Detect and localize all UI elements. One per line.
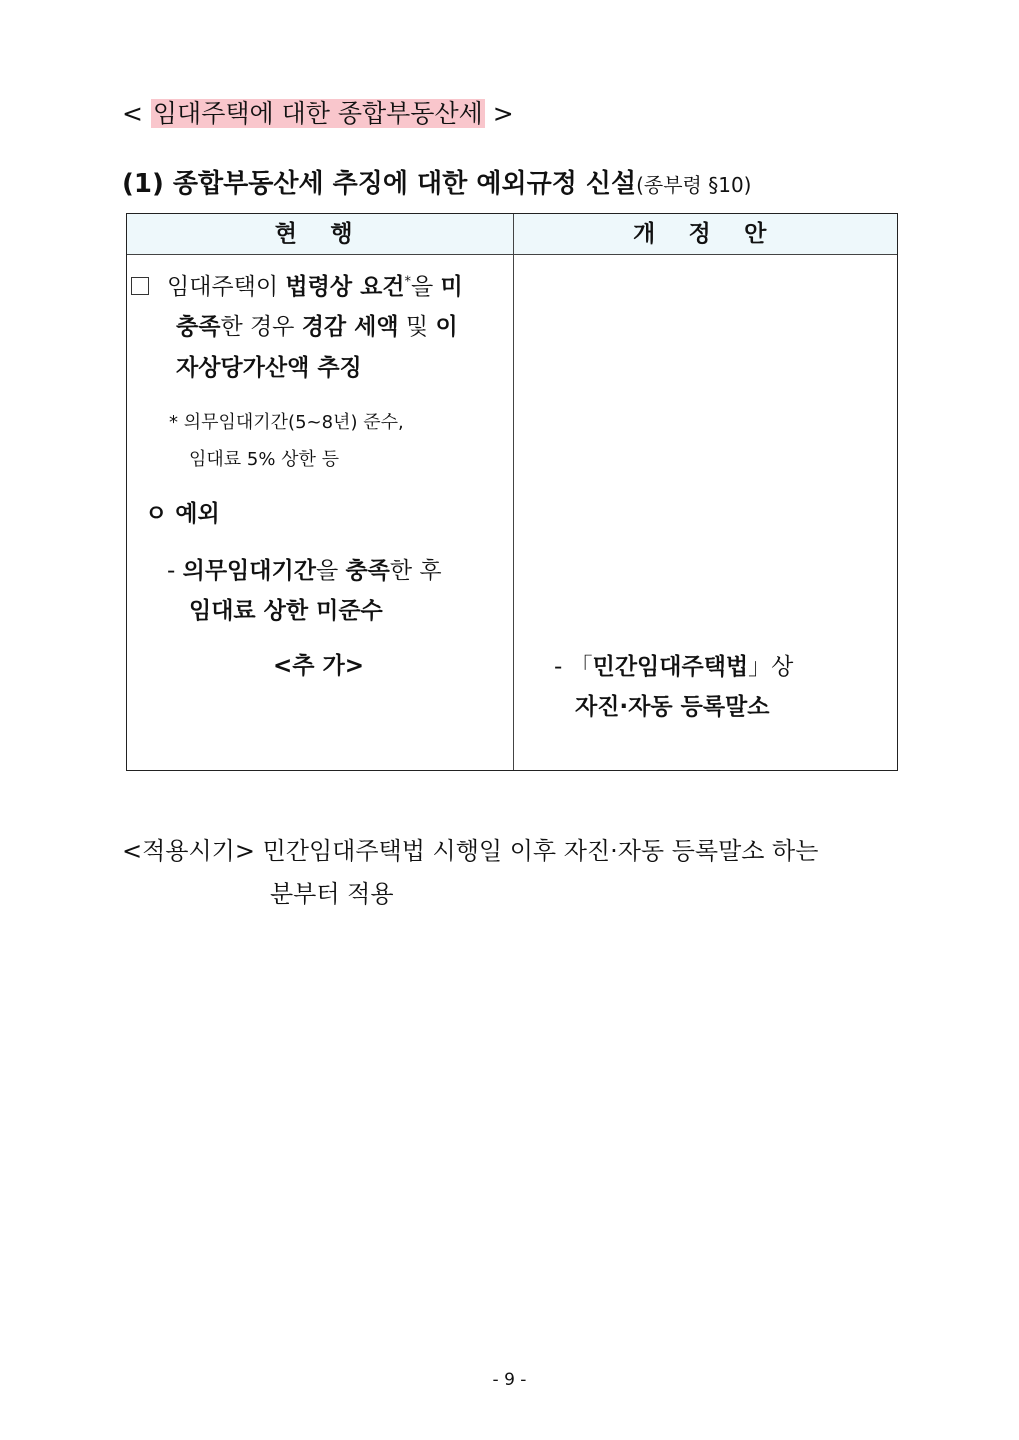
proposed-line2: 자진·자동 등록말소 <box>575 694 770 720</box>
header-current: 현 행 <box>274 221 366 247</box>
heading-close-bracket: > <box>492 99 514 128</box>
checkbox-square-icon <box>131 277 149 295</box>
heading-open-bracket: < <box>122 99 143 128</box>
current-footnote-line1: * 의무임대기간(5~8년) 준수, <box>169 412 404 433</box>
header-proposed: 개 정 안 <box>633 221 779 247</box>
current-exception-line2: 임대료 상한 미준수 <box>189 598 383 624</box>
apply-line2: 분부터 적용 <box>270 880 394 908</box>
current-added-label: <추 가> <box>273 653 364 679</box>
current-item-line2: 충족한 경우 경감 세액 및 이 <box>176 314 458 340</box>
proposed-line1: - 「민간임대주택법」상 <box>554 654 794 680</box>
page-number: - 9 - <box>492 1370 527 1390</box>
current-item-line1: 임대주택이 법령상 요건*을 미 <box>131 268 463 301</box>
apply-label: <적용시기> <box>122 837 255 865</box>
sub-heading <box>122 163 751 200</box>
current-item-line3: 자상당가산액 추징 <box>176 355 362 381</box>
heading-title: 임대주택에 대한 종합부동산세 <box>152 99 483 128</box>
current-exception-label: ㅇ 예외 <box>145 501 220 527</box>
comparison-table <box>126 213 898 771</box>
apply-line1: <적용시기> 민간임대주택법 시행일 이후 자진·자동 등록말소 하는 <box>122 837 819 865</box>
sub-heading-title: (1) 종합부동산세 추징에 대한 예외규정 신설 <box>122 169 637 199</box>
current-footnote-line2: 임대료 5% 상한 등 <box>189 449 340 470</box>
table-header-row <box>127 214 897 255</box>
section-heading <box>122 94 514 130</box>
sub-heading-ref: (종부령 §10) <box>636 173 752 197</box>
current-exception-line1: - 의무임대기간을 충족한 후 <box>167 558 442 584</box>
column-divider <box>513 214 514 770</box>
